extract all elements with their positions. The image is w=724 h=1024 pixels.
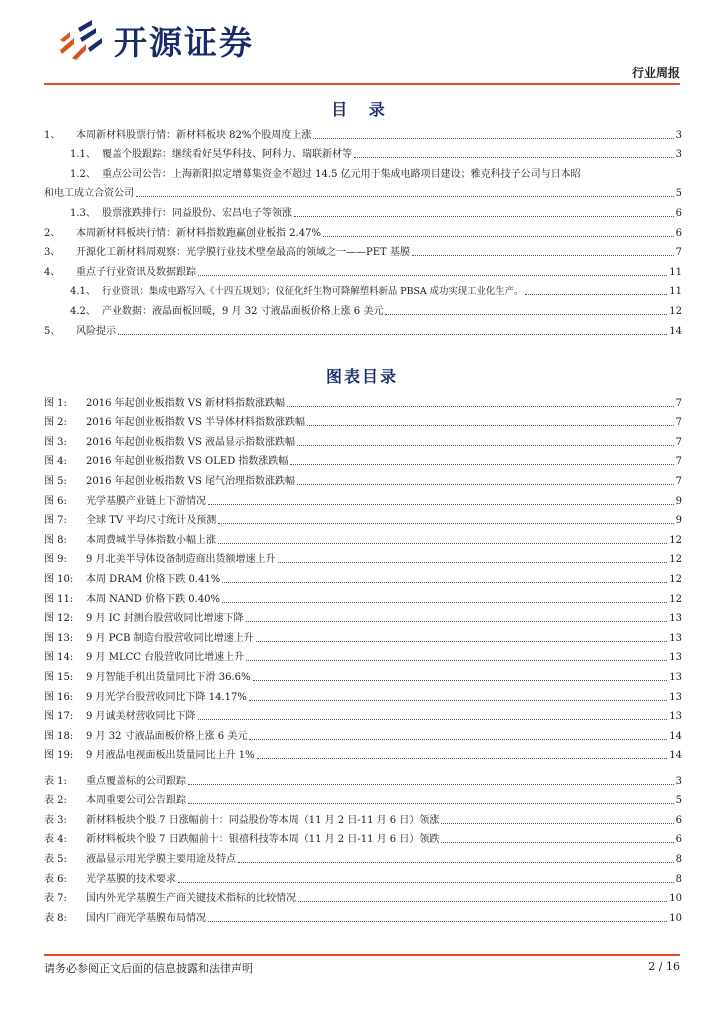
- brand-name: 开源证券: [114, 22, 254, 62]
- toc-entry[interactable]: [44, 122, 682, 142]
- figure-entry[interactable]: [44, 410, 682, 430]
- figure-entry[interactable]: [44, 547, 682, 567]
- figure-number: 图 13:: [44, 632, 74, 644]
- leader-dots: [118, 334, 667, 335]
- toc-text: 产业数据：液晶面板回暖，9 月 32 寸液晶面板价格上涨 6 美元: [102, 305, 384, 317]
- table-page: 5: [675, 795, 682, 807]
- toc-text: 本周新材料板块行情：新材料指数跑赢创业板指 2.47%: [76, 227, 321, 239]
- contents-title: 目 录: [331, 100, 393, 119]
- figure-number: 图 16:: [44, 691, 74, 703]
- toc-number: 4、: [44, 266, 61, 278]
- toc-text: 重点公司公告：上海新阳拟定增募集资金不超过 14.5 亿元用于集成电路项目建设；雅克科技子公司与日本昭: [102, 168, 581, 180]
- table-number: 表 5:: [44, 853, 67, 865]
- figure-number: 图 15:: [44, 671, 74, 683]
- figure-number: 图 2:: [44, 417, 67, 429]
- figure-text: 9 月 32 寸液晶面板价格上涨 6 美元: [86, 730, 248, 742]
- table-text: 重点覆盖标的公司跟踪: [86, 775, 186, 787]
- figure-page: 7: [675, 397, 682, 409]
- toc-entry-continued[interactable]: [44, 181, 682, 201]
- leader-dots: [188, 803, 674, 804]
- toc-number: 2、: [44, 227, 61, 239]
- figure-entry[interactable]: [44, 488, 682, 508]
- leader-dots: [323, 236, 674, 237]
- figure-entry[interactable]: [44, 468, 682, 488]
- figure-text: 本周 DRAM 价格下跌 0.41%: [86, 573, 221, 585]
- brand-logo-icon: [56, 18, 106, 62]
- figure-page: 9: [675, 495, 682, 507]
- figure-text: 9 月光学台股营收同比下降 14.17%: [86, 691, 247, 703]
- leader-dots: [246, 660, 667, 661]
- table-text: 国内厂商光学基膜布局情况: [86, 912, 206, 924]
- figure-entry[interactable]: [44, 449, 682, 469]
- toc-page: 11: [669, 286, 682, 298]
- figure-number: 图 9:: [44, 554, 67, 566]
- table-entry[interactable]: [44, 846, 682, 866]
- figure-text: 2016 年起创业板指数 VS OLED 指数涨跌幅: [86, 456, 289, 468]
- table-number: 表 2:: [44, 795, 67, 807]
- toc-entry[interactable]: [44, 161, 682, 181]
- table-entry[interactable]: [44, 866, 682, 886]
- figure-page: 7: [675, 436, 682, 448]
- toc-text-continued: 和电工成立合资公司: [44, 188, 134, 200]
- toc-text: 股票涨跌排行：同益股份、宏昌电子等领涨: [102, 207, 292, 219]
- toc-entry[interactable]: [44, 259, 682, 279]
- leader-dots: [294, 216, 674, 217]
- toc-text: 开源化工新材料周观察：光学膜行业技术壁垒最高的领域之一——PET 基膜: [76, 247, 410, 259]
- figure-text: 9 月 MLCC 台股营收同比增速上升: [86, 652, 245, 664]
- leader-dots: [297, 484, 674, 485]
- figure-text: 本周费城半导体指数小幅上涨: [86, 534, 216, 546]
- leader-dots: [278, 562, 668, 563]
- toc-page: 14: [669, 325, 682, 337]
- figures-list: [44, 390, 682, 762]
- figure-entry[interactable]: [44, 743, 682, 763]
- leader-dots: [441, 823, 673, 824]
- figure-entry[interactable]: [44, 723, 682, 743]
- leader-dots: [218, 543, 667, 544]
- leader-dots: [249, 739, 667, 740]
- leader-dots: [253, 680, 668, 681]
- toc-page: 3: [675, 149, 682, 161]
- figure-text: 本周 NAND 价格下跌 0.40%: [86, 593, 221, 605]
- figure-text: 光学基膜产业链上下游情况: [86, 495, 206, 507]
- toc-number: 1.3、: [70, 207, 96, 219]
- figure-text: 9 月诚美材营收同比下降: [86, 711, 196, 723]
- footer-disclaimer: 请务必参阅正文后面的信息披露和法律声明: [44, 962, 253, 975]
- toc-page: 6: [675, 207, 682, 219]
- table-page: 8: [675, 853, 682, 865]
- toc-text: 风险提示: [76, 325, 116, 337]
- toc-text: 覆盖个股跟踪：继续看好昊华科技、阿科力、瑞联新材等: [102, 149, 352, 161]
- figure-number: 图 10:: [44, 573, 74, 585]
- leader-dots: [198, 275, 667, 276]
- figure-page: 13: [669, 711, 682, 723]
- figure-page: 7: [675, 456, 682, 468]
- toc-number: 5、: [44, 325, 61, 337]
- leader-dots: [290, 464, 673, 465]
- toc-text: 行业资讯：集成电路写入《十四五规划》；仪征化纤生物可降解塑料新品 PBSA 成功实现工业化生产。: [102, 286, 524, 298]
- toc-entry[interactable]: [44, 142, 682, 162]
- figure-page: 13: [669, 613, 682, 625]
- leader-dots: [307, 425, 674, 426]
- leader-dots: [218, 523, 673, 524]
- figure-page: 12: [669, 534, 682, 546]
- table-text: 新材料板块个股 7 日跌幅前十：银禧科技等本周（11 月 2 日-11 月 6 日）领跌: [86, 834, 440, 846]
- leader-dots: [178, 882, 674, 883]
- toc-entry[interactable]: [44, 279, 682, 299]
- leader-dots: [385, 314, 667, 315]
- toc-entry[interactable]: [44, 200, 682, 220]
- figure-page: 14: [669, 750, 682, 762]
- brand-logo: [56, 18, 254, 62]
- figure-entry[interactable]: [44, 684, 682, 704]
- figure-number: 图 12:: [44, 613, 74, 625]
- leader-dots: [198, 719, 668, 720]
- contents-list: [44, 122, 682, 338]
- figure-entry[interactable]: [44, 704, 682, 724]
- toc-number: 4.2、: [70, 305, 96, 317]
- figure-page: 12: [669, 593, 682, 605]
- table-entry[interactable]: [44, 807, 682, 827]
- figure-text: 2016 年起创业板指数 VS 尾气治理指数涨跌幅: [86, 475, 296, 487]
- figure-number: 图 5:: [44, 475, 67, 487]
- figure-number: 图 3:: [44, 436, 67, 448]
- toc-text: 重点子行业资讯及数据跟踪: [76, 266, 196, 278]
- figure-number: 图 7:: [44, 515, 67, 527]
- leader-dots: [256, 641, 668, 642]
- table-text: 液晶显示用光学膜主要用途及特点: [86, 853, 236, 865]
- leader-dots: [208, 921, 667, 922]
- table-number: 表 4:: [44, 834, 67, 846]
- table-text: 国内外光学基膜生产商关键技术指标的比较情况: [86, 893, 296, 905]
- toc-page: 7: [675, 247, 682, 259]
- table-page: 6: [675, 814, 682, 826]
- leader-dots: [287, 406, 674, 407]
- leader-dots: [249, 700, 667, 701]
- report-type: 行业周报: [631, 66, 680, 80]
- leader-dots: [222, 582, 667, 583]
- leader-dots: [246, 621, 668, 622]
- table-text: 新材料板块个股 7 日涨幅前十：同益股份等本周（11 月 2 日-11 月 6 日）领涨: [86, 814, 440, 826]
- figure-number: 图 8:: [44, 534, 67, 546]
- toc-page: 11: [669, 266, 682, 278]
- leader-dots: [441, 842, 673, 843]
- leader-dots: [238, 862, 674, 863]
- page-indicator: 2 / 16: [648, 960, 680, 973]
- header-divider: [44, 83, 680, 85]
- figure-text: 9 月智能手机出货量同比下滑 36.6%: [86, 671, 251, 683]
- figure-number: 图 18:: [44, 730, 74, 742]
- table-entry[interactable]: [44, 905, 682, 925]
- figure-entry[interactable]: [44, 625, 682, 645]
- figure-number: 图 11:: [44, 593, 74, 605]
- toc-page: 6: [675, 227, 682, 239]
- leader-dots: [136, 196, 674, 197]
- toc-number: 1、: [44, 129, 61, 141]
- tables-list: [44, 768, 682, 925]
- table-text: 光学基膜的技术要求: [86, 873, 176, 885]
- figure-entry[interactable]: [44, 390, 682, 410]
- toc-page: 5: [675, 188, 682, 200]
- figure-entry[interactable]: [44, 566, 682, 586]
- toc-entry[interactable]: [44, 318, 682, 338]
- figure-text: 9 月 IC 封测台股营收同比增速下降: [86, 613, 244, 625]
- table-entry[interactable]: [44, 788, 682, 808]
- table-entry[interactable]: [44, 827, 682, 847]
- figure-page: 13: [669, 632, 682, 644]
- leader-dots: [525, 294, 667, 295]
- leader-dots: [208, 504, 674, 505]
- table-entry[interactable]: [44, 886, 682, 906]
- footer-divider: [44, 954, 680, 956]
- figure-number: 图 14:: [44, 652, 74, 664]
- leader-dots: [313, 138, 673, 139]
- figure-page: 9: [675, 515, 682, 527]
- figure-text: 9 月北美半导体设备制造商出货额增速上升: [86, 554, 276, 566]
- toc-number: 3、: [44, 247, 61, 259]
- figure-page: 13: [669, 691, 682, 703]
- figure-number: 图 6:: [44, 495, 67, 507]
- figure-page: 14: [669, 730, 682, 742]
- table-entry[interactable]: [44, 768, 682, 788]
- table-number: 表 1:: [44, 775, 67, 787]
- leader-dots: [354, 157, 674, 158]
- figure-page: 13: [669, 671, 682, 683]
- toc-entry[interactable]: [44, 240, 682, 260]
- table-page: 3: [675, 775, 682, 787]
- figure-entry[interactable]: [44, 527, 682, 547]
- leader-dots: [298, 901, 667, 902]
- toc-number: 4.1、: [70, 286, 96, 298]
- figure-text: 2016 年起创业板指数 VS 新材料指数涨跌幅: [86, 397, 286, 409]
- table-page: 6: [675, 834, 682, 846]
- figures-title: 图表目录: [325, 367, 398, 386]
- figure-number: 图 19:: [44, 750, 74, 762]
- figure-page: 12: [669, 573, 682, 585]
- table-page: 10: [669, 912, 682, 924]
- figure-entry[interactable]: [44, 586, 682, 606]
- leader-dots: [412, 255, 674, 256]
- leader-dots: [297, 445, 674, 446]
- figure-page: 7: [675, 475, 682, 487]
- figure-text: 9 月 PCB 制造台股营收同比增速上升: [86, 632, 254, 644]
- figure-page: 7: [675, 417, 682, 429]
- figure-number: 图 1:: [44, 397, 67, 409]
- figure-page: 12: [669, 554, 682, 566]
- table-number: 表 8:: [44, 912, 67, 924]
- figure-number: 图 17:: [44, 711, 74, 723]
- leader-dots: [188, 784, 674, 785]
- table-text: 本周重要公司公告跟踪: [86, 795, 186, 807]
- figure-entry[interactable]: [44, 645, 682, 665]
- leader-dots: [257, 758, 668, 759]
- table-number: 表 3:: [44, 814, 67, 826]
- toc-number: 1.2、: [70, 168, 96, 180]
- figure-entry[interactable]: [44, 664, 682, 684]
- toc-entry[interactable]: [44, 220, 682, 240]
- figure-entry[interactable]: [44, 508, 682, 528]
- table-page: 8: [675, 873, 682, 885]
- figure-number: 图 4:: [44, 456, 67, 468]
- leader-dots: [222, 602, 667, 603]
- table-number: 表 6:: [44, 873, 67, 885]
- table-number: 表 7:: [44, 893, 67, 905]
- figure-text: 2016 年起创业板指数 VS 液晶显示指数涨跌幅: [86, 436, 296, 448]
- figure-entry[interactable]: [44, 606, 682, 626]
- figure-entry[interactable]: [44, 429, 682, 449]
- figure-page: 13: [669, 652, 682, 664]
- figure-text: 2016 年起创业板指数 VS 半导体材料指数涨跌幅: [86, 417, 306, 429]
- toc-number: 1.1、: [70, 149, 96, 161]
- toc-page: 3: [675, 129, 682, 141]
- figure-text: 9 月液晶电视面板出货量同比上升 1%: [86, 750, 255, 762]
- toc-text: 本周新材料股票行情：新材料板块 82%个股周度上涨: [76, 129, 312, 141]
- toc-page: 12: [669, 305, 682, 317]
- table-page: 10: [669, 893, 682, 905]
- toc-entry[interactable]: [44, 298, 682, 318]
- figure-text: 全球 TV 平均尺寸统计及预测: [86, 515, 217, 527]
